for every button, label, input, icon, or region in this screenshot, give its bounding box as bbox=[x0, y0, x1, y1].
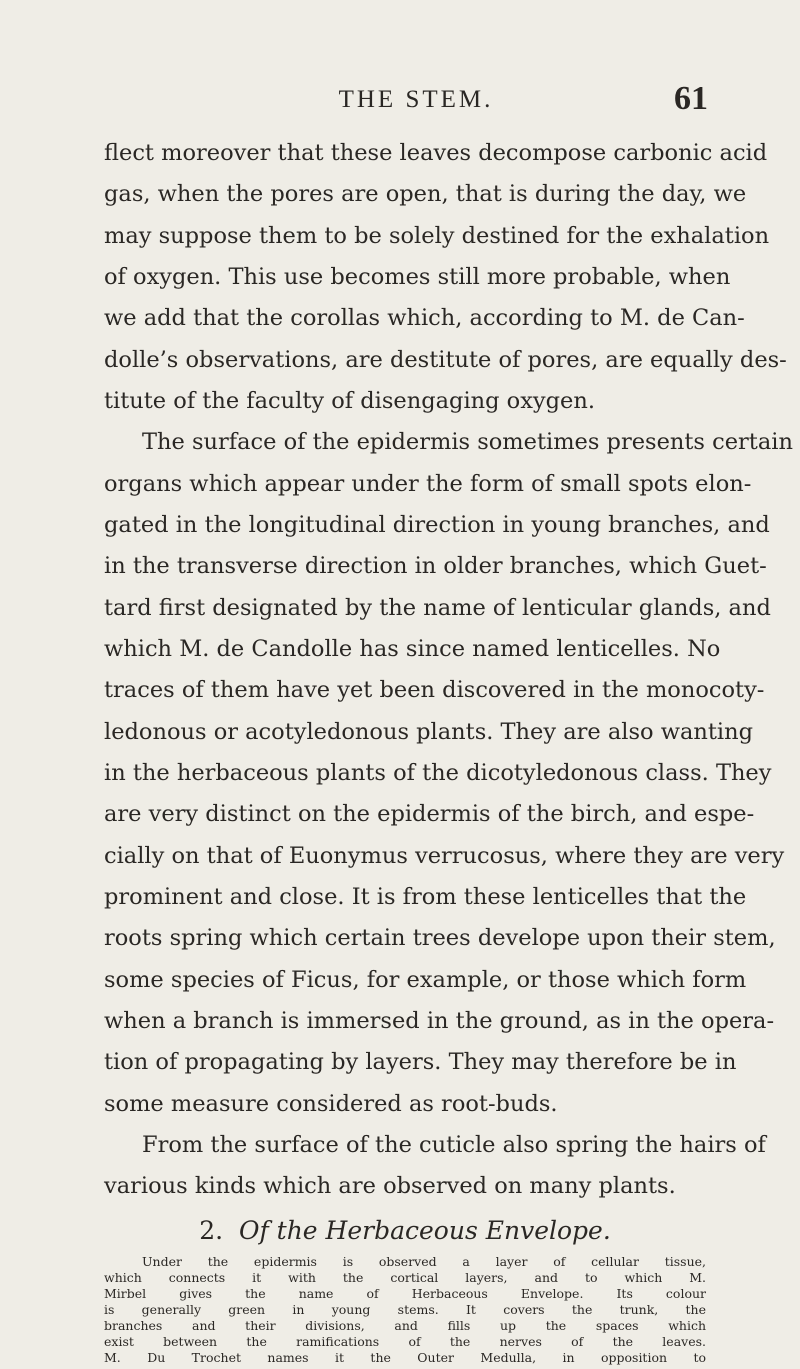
text-line: are very distinct on the epidermis of the birch, and espe- bbox=[104, 801, 755, 827]
text-line: some species of Ficus, for example, or those which form bbox=[104, 967, 747, 993]
text-line: cially on that of Euonymus verrucosus, where they are very bbox=[104, 843, 785, 869]
text-line: M. Du Trochet names it the Outer Medulla, in opposition to bbox=[104, 1350, 706, 1365]
text-line: which connects it with the cortical layers, and to which M. bbox=[104, 1270, 706, 1285]
running-title: THE STEM. bbox=[338, 86, 494, 113]
text-line: which M. de Candolle has since named lenticelles. No bbox=[104, 636, 721, 662]
text-line: gated in the longitudinal direction in young branches, and bbox=[104, 512, 770, 538]
section-title: Of the Herbaceous Envelope. bbox=[238, 1216, 611, 1245]
text-line: From the surface of the cuticle also spring the hairs of bbox=[142, 1132, 766, 1158]
text-line: some measure considered as root-buds. bbox=[104, 1091, 558, 1117]
text-line: is generally green in young stems. It covers the trunk, the bbox=[104, 1302, 706, 1317]
page-number: 61 bbox=[674, 80, 708, 117]
text-line: traces of them have yet been discovered in the monocoty- bbox=[104, 677, 765, 703]
text-line: branches and their divisions, and fills up the spaces which bbox=[104, 1318, 706, 1333]
text-line: may suppose them to be solely destined for the exhalation bbox=[104, 223, 770, 249]
text-line: The surface of the epidermis sometimes presents certain bbox=[142, 429, 793, 455]
text-line: organs which appear under the form of small spots elon- bbox=[104, 471, 752, 497]
text-line: tard first designated by the name of lenticular glands, and bbox=[104, 595, 771, 621]
text-line: we add that the corollas which, according to M. de Can- bbox=[104, 305, 745, 331]
text-line: various kinds which are observed on many plants. bbox=[104, 1173, 676, 1199]
text-line: exist between the ramifications of the nerves of the leaves. bbox=[104, 1334, 706, 1349]
text-line: in the herbaceous plants of the dicotyledonous class. They bbox=[104, 760, 772, 786]
text-line: roots spring which certain trees develope upon their stem, bbox=[104, 925, 776, 951]
text-line: titute of the faculty of disengaging oxygen. bbox=[104, 388, 595, 414]
text-line: prominent and close. It is from these lenticelles that the bbox=[104, 884, 747, 910]
text-line: dolle’s observations, are destitute of pores, are equally des- bbox=[104, 347, 787, 373]
section-number: 2. bbox=[199, 1216, 224, 1245]
text-line: Under the epidermis is observed a layer of cellular tissue, bbox=[142, 1254, 706, 1269]
text-line: flect moreover that these leaves decompose carbonic acid bbox=[104, 140, 768, 166]
text-line: ledonous or acotyledonous plants. They are also wanting bbox=[104, 719, 754, 745]
text-line: in the transverse direction in older branches, which Guet- bbox=[104, 553, 767, 579]
section-heading bbox=[104, 1216, 706, 1245]
text-line: gas, when the pores are open, that is during the day, we bbox=[104, 181, 747, 207]
text-line: tion of propagating by layers. They may therefore be in bbox=[104, 1049, 737, 1075]
text-line: of oxygen. This use becomes still more probable, when bbox=[104, 264, 731, 290]
text-line: when a branch is immersed in the ground, as in the opera- bbox=[104, 1008, 775, 1034]
text-line: Mirbel gives the name of Herbaceous Envelope. Its colour bbox=[104, 1286, 706, 1301]
